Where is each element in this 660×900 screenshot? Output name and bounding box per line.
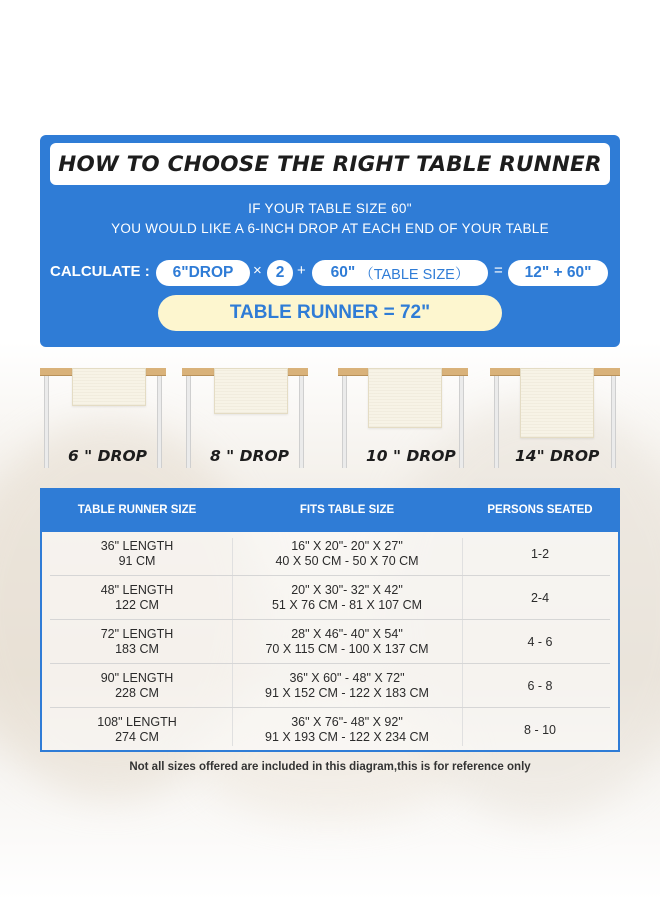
runner-size-cell bbox=[42, 532, 232, 576]
table-leg bbox=[44, 376, 49, 468]
runner-length-cm: 122 CM bbox=[115, 598, 159, 612]
calculate-label: CALCULATE : bbox=[50, 263, 150, 280]
fits-size-cell bbox=[232, 576, 462, 620]
runner-length-cm: 274 CM bbox=[115, 730, 159, 744]
table-row bbox=[42, 620, 618, 664]
table-runner bbox=[520, 368, 594, 438]
example-line-1: IF YOUR TABLE SIZE 60" bbox=[248, 201, 412, 216]
result-expression-pill: 12" + 60" bbox=[508, 260, 608, 286]
header-runner-size: TABLE RUNNER SIZE bbox=[77, 504, 197, 516]
table-leg bbox=[342, 376, 347, 468]
table-row bbox=[42, 708, 618, 752]
runner-length-cm: 183 CM bbox=[115, 642, 159, 656]
fits-size-cm: 70 X 115 CM - 100 X 137 CM bbox=[265, 642, 429, 656]
table-leg bbox=[494, 376, 499, 468]
fits-size-in: 28" X 46"- 40" X 54" bbox=[291, 627, 403, 641]
table-runner-result: TABLE RUNNER = 72" bbox=[158, 295, 502, 331]
drop-label-14in: 14" DROP bbox=[515, 447, 600, 465]
header-fits-table-size: FITS TABLE SIZE bbox=[299, 504, 395, 516]
runner-length-cm: 228 CM bbox=[115, 686, 159, 700]
table-leg bbox=[611, 376, 616, 468]
fits-size-cell bbox=[232, 708, 462, 752]
table-runner bbox=[72, 368, 146, 406]
fits-size-cm: 91 X 193 CM - 122 X 234 CM bbox=[265, 730, 429, 744]
drop-label-6in: 6 " DROP bbox=[68, 447, 147, 465]
persons-seated-cell: 1-2 bbox=[530, 546, 550, 561]
fits-size-in: 20" X 30"- 32" X 42" bbox=[291, 583, 403, 597]
table-row bbox=[42, 532, 618, 576]
header-persons-seated: PERSONS SEATED bbox=[487, 504, 593, 516]
multiply-symbol: × bbox=[253, 262, 262, 279]
size-chart-table bbox=[40, 488, 620, 752]
fits-size-in: 16" X 20"- 20" X 27" bbox=[291, 539, 403, 553]
drop-pill: 6"DROP bbox=[156, 260, 250, 286]
runner-length-in: 90" LENGTH bbox=[100, 671, 174, 685]
fits-size-in: 36" X 76"- 48" X 92" bbox=[291, 715, 403, 729]
table-header bbox=[42, 490, 618, 532]
fits-size-in: 36" X 60" - 48" X 72" bbox=[289, 671, 405, 685]
runner-size-cell bbox=[42, 664, 232, 708]
table-row bbox=[42, 576, 618, 620]
table-leg bbox=[459, 376, 464, 468]
reference-footnote: Not all sizes offered are included in this diagram,this is for reference only bbox=[129, 761, 531, 773]
plus-symbol: + bbox=[297, 262, 306, 279]
table-size-note: （TABLE SIZE） bbox=[359, 266, 470, 283]
runner-length-cm: 91 CM bbox=[118, 554, 156, 568]
table-runner bbox=[368, 368, 442, 428]
drop-label-10in: 10 " DROP bbox=[366, 447, 456, 465]
table-runner bbox=[214, 368, 288, 414]
drop-label-8in: 8 " DROP bbox=[210, 447, 289, 465]
table-leg bbox=[299, 376, 304, 468]
fits-size-cm: 91 X 152 CM - 122 X 183 CM bbox=[265, 686, 429, 700]
multiplier-pill: 2 bbox=[267, 260, 293, 286]
fits-size-cell bbox=[232, 532, 462, 576]
runner-length-in: 108" LENGTH bbox=[97, 715, 177, 729]
runner-size-cell bbox=[42, 620, 232, 664]
fits-size-cm: 40 X 50 CM - 50 X 70 CM bbox=[275, 554, 419, 568]
table-leg bbox=[186, 376, 191, 468]
table-size-value: 60" bbox=[330, 264, 356, 281]
example-line-2: YOU WOULD LIKE A 6-INCH DROP AT EACH END OF YOUR TABLE bbox=[111, 221, 549, 236]
table-size-pill bbox=[312, 260, 488, 286]
persons-seated-cell: 2-4 bbox=[530, 590, 550, 605]
table-row bbox=[42, 664, 618, 708]
runner-size-cell bbox=[42, 576, 232, 620]
table-leg bbox=[157, 376, 162, 468]
fits-size-cell bbox=[232, 664, 462, 708]
runner-size-cell bbox=[42, 708, 232, 752]
runner-length-in: 72" LENGTH bbox=[100, 627, 174, 641]
persons-seated-cell: 6 - 8 bbox=[527, 678, 553, 693]
persons-seated-cell: 8 - 10 bbox=[524, 722, 556, 737]
equals-symbol: = bbox=[494, 262, 503, 279]
runner-length-in: 36" LENGTH bbox=[100, 539, 174, 553]
page-title: HOW TO CHOOSE THE RIGHT TABLE RUNNER bbox=[50, 143, 610, 185]
instruction-panel bbox=[40, 135, 620, 347]
fits-size-cell bbox=[232, 620, 462, 664]
runner-length-in: 48" LENGTH bbox=[100, 583, 174, 597]
persons-seated-cell: 4 - 6 bbox=[527, 634, 553, 649]
fits-size-cm: 51 X 76 CM - 81 X 107 CM bbox=[271, 598, 423, 612]
